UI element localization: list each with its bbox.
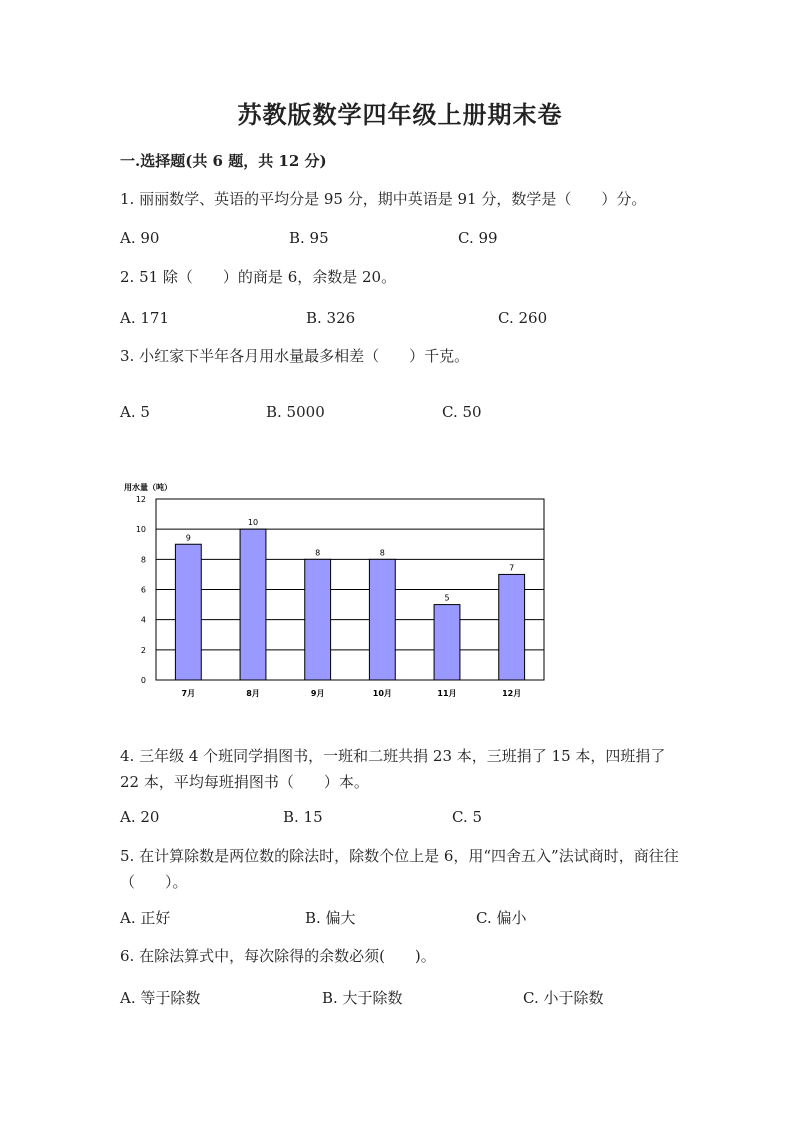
q2-option-c: C. 260 <box>498 309 548 327</box>
data-label: 7 <box>509 563 515 573</box>
data-label: 10 <box>247 518 259 528</box>
page-title: 苏教版数学四年级上册期末卷 <box>237 100 563 129</box>
question-1: 1. 丽丽数学、英语的平均分是 95 分，期中英语是 91 分，数学是（ ）分。 <box>120 190 647 208</box>
question-4: 4. 三年级 4 个班同学捐图书，一班和二班共捐 23 本，三班捐了 15 本，四班捐了 22 本，平均每班捐图书（ ）本。 <box>120 747 666 791</box>
q2-option-b: B. 326 <box>306 309 356 327</box>
q5-option-c: C. 偏小 <box>476 909 527 927</box>
question-2: 2. 51 除（ ）的商是 6，余数是 20。 <box>120 268 397 286</box>
q5-option-b: B. 偏大 <box>305 909 356 927</box>
x-tick-label: 11月 <box>437 689 457 698</box>
q4-option-a: A. 20 <box>120 808 160 826</box>
bar <box>240 529 266 680</box>
x-tick-label: 8月 <box>246 689 260 698</box>
q4-option-b: B. 15 <box>283 808 323 826</box>
y-tick-label: 8 <box>140 555 146 565</box>
y-axis-label: 用水量（吨） <box>124 483 172 492</box>
bar <box>175 544 201 680</box>
data-label: 5 <box>444 593 450 603</box>
x-tick-label: 12月 <box>502 689 522 698</box>
x-tick-label: 10月 <box>372 689 392 698</box>
x-tick-label: 9月 <box>310 689 325 698</box>
q3-option-c: C. 50 <box>442 403 482 421</box>
y-tick-label: 10 <box>135 525 146 535</box>
bar <box>499 574 525 680</box>
q2-option-a: A. 171 <box>120 309 169 327</box>
y-tick-label: 4 <box>140 615 146 625</box>
section-heading: 一.选择题(共 6 题，共 12 分) <box>120 152 327 170</box>
data-label: 9 <box>185 533 191 543</box>
q1-option-c: C. 99 <box>458 229 498 247</box>
q6-option-c: C. 小于除数 <box>523 989 604 1007</box>
q1-option-a: A. 90 <box>120 229 160 247</box>
x-tick-label: 7月 <box>181 689 196 698</box>
water-usage-bar-chart <box>118 478 558 706</box>
q6-option-b: B. 大于除数 <box>322 989 403 1007</box>
y-tick-label: 12 <box>135 495 146 504</box>
data-label: 8 <box>315 548 321 558</box>
q1-option-b: B. 95 <box>289 229 329 247</box>
q5-option-a: A. 正好 <box>120 909 171 927</box>
q4-option-c: C. 5 <box>452 808 483 826</box>
y-tick-label: 0 <box>140 676 146 685</box>
question-3: 3. 小红家下半年各月用水量最多相差（ ）千克。 <box>120 347 470 365</box>
question-5: 5. 在计算除数是两位数的除法时，除数个位上是 6，用“四舍五入”法试商时，商往往（ ）。 <box>120 847 679 891</box>
bar <box>369 559 395 680</box>
y-tick-label: 6 <box>140 585 146 595</box>
bar <box>434 605 460 680</box>
y-tick-label: 2 <box>140 645 146 655</box>
data-label: 8 <box>379 548 385 558</box>
q3-option-a: A. 5 <box>120 403 150 421</box>
question-6: 6. 在除法算式中，每次除得的余数必须( )。 <box>120 947 436 965</box>
bar <box>305 559 331 680</box>
q3-option-b: B. 5000 <box>266 403 325 421</box>
q6-option-a: A. 等于除数 <box>120 989 201 1007</box>
